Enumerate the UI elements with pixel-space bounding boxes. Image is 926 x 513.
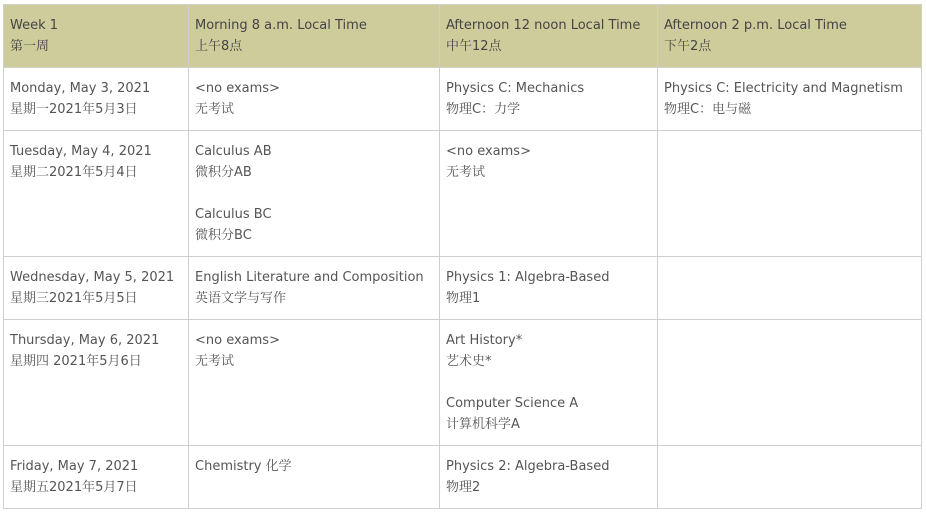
- noon-cell: [440, 320, 658, 446]
- exam-en: English Literature and Composition: [195, 270, 424, 285]
- exam-en: Physics 1: Algebra-Based: [446, 270, 610, 285]
- exam-schedule-table: [3, 4, 922, 509]
- exam-entry: [195, 456, 434, 477]
- exam-en: <no exams>: [195, 81, 280, 96]
- header-afternoon-zh: 下午2点: [664, 39, 712, 54]
- header-noon-en: Afternoon 12 noon Local Time: [446, 18, 641, 33]
- exam-entry: [195, 78, 434, 120]
- exam-zh: 物理C：电与磁: [664, 102, 752, 117]
- date-zh: 星期二2021年5月4日: [10, 165, 138, 180]
- exam-en: Physics 2: Algebra-Based: [446, 459, 610, 474]
- date-en: Monday, May 3, 2021: [10, 81, 151, 96]
- date-en: Wednesday, May 5, 2021: [10, 270, 175, 285]
- date-cell: [4, 446, 189, 509]
- exam-entry: [446, 393, 652, 435]
- date-en: Friday, May 7, 2021: [10, 459, 139, 474]
- header-noon: [440, 5, 658, 68]
- afternoon-cell: [658, 446, 922, 509]
- table-row: [4, 257, 922, 320]
- exam-entry: [446, 330, 652, 372]
- table-row: [4, 320, 922, 446]
- header-morning-en: Morning 8 a.m. Local Time: [195, 18, 367, 33]
- exam-zh: 英语文学与写作: [195, 291, 287, 306]
- exam-en: Physics C: Electricity and Magnetism: [664, 81, 903, 96]
- date-cell: [4, 68, 189, 131]
- exam-entry: [195, 204, 434, 246]
- exam-zh: 物理C：力学: [446, 102, 521, 117]
- exam-en: Computer Science A: [446, 396, 579, 411]
- morning-cell: [189, 257, 440, 320]
- exam-en: <no exams>: [446, 144, 531, 159]
- noon-cell: [440, 68, 658, 131]
- morning-cell: [189, 446, 440, 509]
- morning-cell: [189, 68, 440, 131]
- exam-entry: [446, 78, 652, 120]
- date-en: Tuesday, May 4, 2021: [10, 144, 152, 159]
- header-afternoon-en: Afternoon 2 p.m. Local Time: [664, 18, 847, 33]
- exam-zh: 微积分BC: [195, 228, 252, 243]
- table-row: [4, 68, 922, 131]
- morning-cell: [189, 131, 440, 257]
- exam-en: <no exams>: [195, 333, 280, 348]
- date-cell: [4, 320, 189, 446]
- date-zh: 星期一2021年5月3日: [10, 102, 138, 117]
- exam-entry: [664, 78, 916, 120]
- exam-entry: [446, 456, 652, 498]
- exam-en: Calculus AB: [195, 144, 272, 159]
- exam-entry: [195, 141, 434, 183]
- header-week-en: Week 1: [10, 18, 59, 33]
- exam-zh: 无考试: [195, 102, 235, 117]
- morning-cell: [189, 320, 440, 446]
- exam-zh: 计算机科学A: [446, 417, 520, 432]
- table-row: [4, 446, 922, 509]
- date-zh: 星期四 2021年5月6日: [10, 354, 142, 369]
- noon-cell: [440, 131, 658, 257]
- header-morning: [189, 5, 440, 68]
- header-afternoon: [658, 5, 922, 68]
- exam-entry: [446, 267, 652, 309]
- date-cell: [4, 131, 189, 257]
- exam-en: Art History*: [446, 333, 523, 348]
- exam-zh: 物理1: [446, 291, 481, 306]
- afternoon-cell: [658, 68, 922, 131]
- exam-en: Chemistry 化学: [195, 459, 292, 474]
- header-noon-zh: 中午12点: [446, 39, 502, 54]
- date-zh: 星期五2021年5月7日: [10, 480, 138, 495]
- exam-zh: 微积分AB: [195, 165, 252, 180]
- noon-cell: [440, 446, 658, 509]
- afternoon-cell: [658, 131, 922, 257]
- exam-zh: 无考试: [446, 165, 486, 180]
- exam-entry: [195, 267, 434, 309]
- header-week: [4, 5, 189, 68]
- header-row: [4, 5, 922, 68]
- exam-entry: [195, 330, 434, 372]
- exam-zh: 无考试: [195, 354, 235, 369]
- exam-en: Physics C: Mechanics: [446, 81, 585, 96]
- header-week-zh: 第一周: [10, 39, 50, 54]
- header-morning-zh: 上午8点: [195, 39, 243, 54]
- afternoon-cell: [658, 257, 922, 320]
- noon-cell: [440, 257, 658, 320]
- date-cell: [4, 257, 189, 320]
- date-en: Thursday, May 6, 2021: [10, 333, 160, 348]
- exam-zh: 物理2: [446, 480, 481, 495]
- exam-en: Calculus BC: [195, 207, 272, 222]
- afternoon-cell: [658, 320, 922, 446]
- date-zh: 星期三2021年5月5日: [10, 291, 138, 306]
- exam-entry: [446, 141, 652, 183]
- table-row: [4, 131, 922, 257]
- exam-zh: 艺术史*: [446, 354, 492, 369]
